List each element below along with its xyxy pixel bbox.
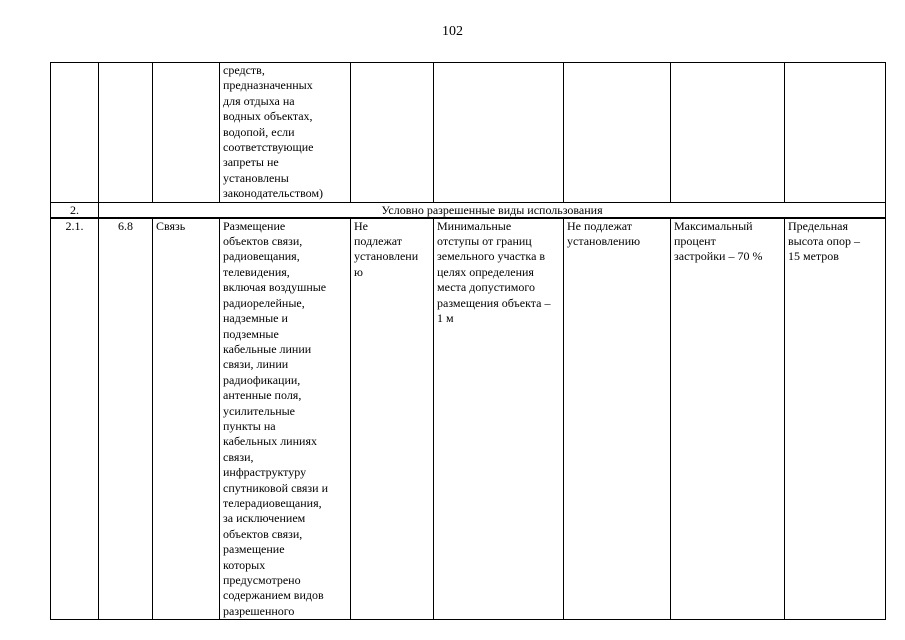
cell-setbacks: Минимальные отступы от границ земельного участка в целях определения места допустимого размещения объекта – 1 м <box>434 218 564 620</box>
cell-setbacks <box>434 63 564 203</box>
section-number: 2. <box>51 202 99 218</box>
cell-coverage <box>671 63 785 203</box>
cell-min-area <box>351 63 434 203</box>
cell-height <box>785 63 886 203</box>
land-use-table <box>50 62 886 620</box>
cell-name <box>153 63 220 203</box>
cell-number: 2.1. <box>51 218 99 620</box>
cell-code <box>99 63 153 203</box>
cell-min-area: Не подлежат установлени ю <box>351 218 434 620</box>
cell-number <box>51 63 99 203</box>
table-row <box>51 218 886 620</box>
cell-code: 6.8 <box>99 218 153 620</box>
cell-coverage: Максимальный процент застройки – 70 % <box>671 218 785 620</box>
page-number: 102 <box>442 24 463 39</box>
section-row <box>51 202 886 218</box>
cell-height: Предельная высота опор – 15 метров <box>785 218 886 620</box>
section-title: Условно разрешенные виды использования <box>99 202 886 218</box>
cell-floors <box>564 63 671 203</box>
cell-name: Связь <box>153 218 220 620</box>
cell-floors: Не подлежат установлению <box>564 218 671 620</box>
cell-description: Размещение объектов связи, радиовещания, телевидения, включая воздушные радиорелейные, надземные и подземные кабельные линии связи, линии радиофикации, антенные поля, усилительные пункты на кабельных линиях связи, инфраструктуру спутниковой связи и телерадиовещания, за исключением объектов связи, размещение которых предусмотрено содержанием видов разрешенного <box>220 218 351 620</box>
table-row-continuation <box>51 63 886 203</box>
cell-description: средств, предназначенных для отдыха на водных объектах, водопой, если соответствующие запреты не установлены законодательством) <box>220 63 351 203</box>
